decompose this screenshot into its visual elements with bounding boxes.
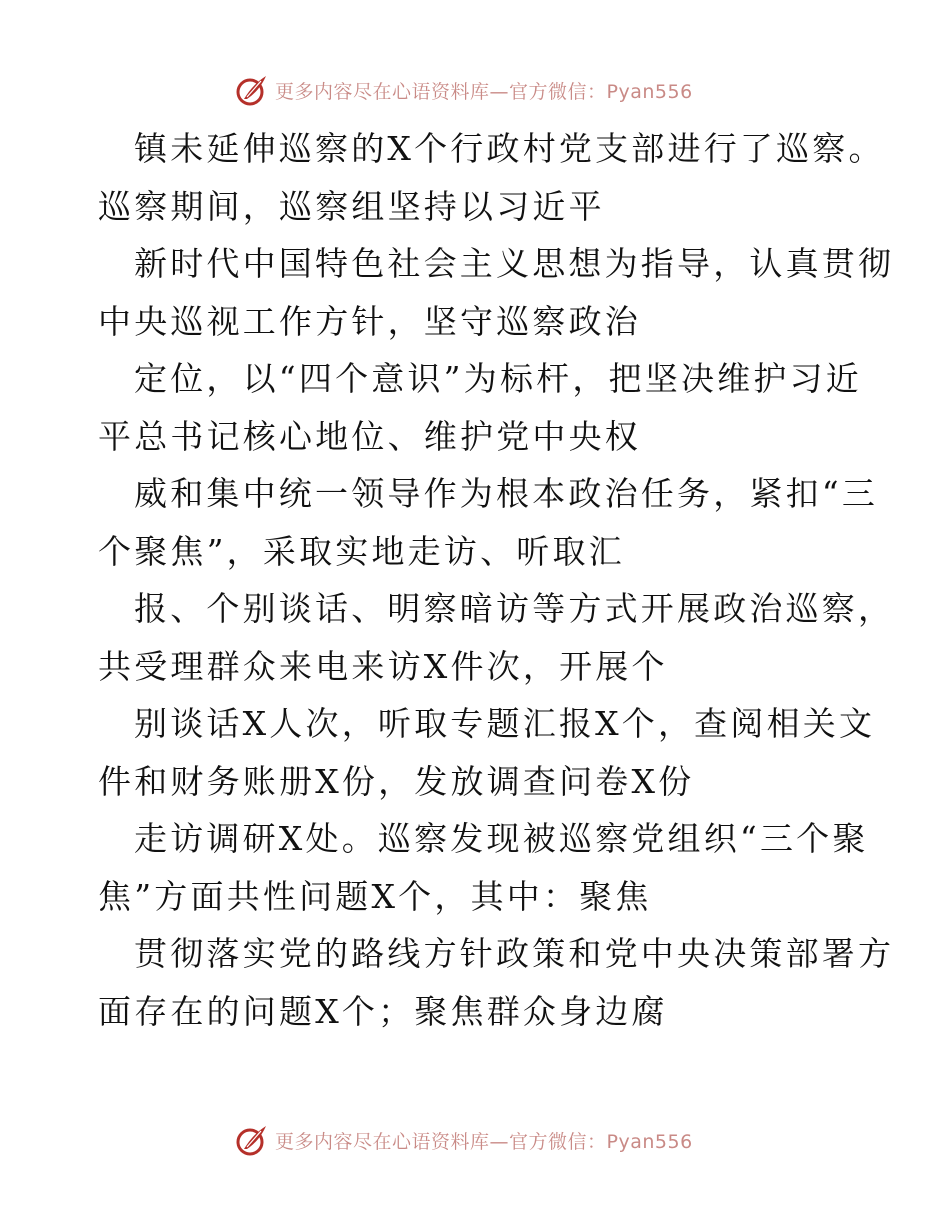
paragraph-line: 平总书记核心地位、维护党中央权	[98, 416, 641, 456]
watermark-text: 更多内容尽在心语资料库—官方微信：Pyan556	[275, 1130, 693, 1153]
body-text	[98, 120, 895, 1040]
quill-logo-icon	[235, 1123, 269, 1157]
header-watermark	[235, 72, 693, 108]
paragraph-8	[98, 925, 895, 1040]
paragraph-line: 走访调研X处。巡察发现被巡察党组织“三个聚	[134, 819, 869, 858]
paragraph-line: 焦”方面共性问题X个，其中：聚焦	[98, 876, 652, 916]
paragraph-line: 个聚焦”，采取实地走访、听取汇	[98, 531, 625, 571]
footer-watermark	[235, 1122, 693, 1158]
paragraph-1	[98, 120, 885, 235]
paragraph-line: 别谈话X人次，听取专题汇报X个，查阅相关文	[134, 704, 876, 743]
paragraph-line: 新时代中国特色社会主义思想为指导，认真贯彻	[134, 244, 895, 283]
paragraph-line: 报、个别谈话、明察暗访等方式开展政治巡察，	[134, 589, 895, 628]
watermark-text: 更多内容尽在心语资料库—官方微信：Pyan556	[275, 80, 693, 103]
quill-logo-icon	[235, 73, 269, 107]
paragraph-line: 镇未延伸巡察的X个行政村党支部进行了巡察。	[134, 129, 885, 168]
paragraph-line: 威和集中统一领导作为根本政治任务，紧扣“三	[134, 474, 879, 513]
paragraph-line: 面存在的问题X个；聚焦群众身边腐	[98, 991, 668, 1031]
paragraph-line: 巡察期间，巡察组坚持以习近平	[98, 186, 605, 226]
paragraph-3	[98, 350, 862, 465]
paragraph-line: 件和财务账册X份，发放调查问卷X份	[98, 761, 695, 801]
paragraph-6	[98, 695, 876, 810]
paragraph-line: 中央巡视工作方针，坚守巡察政治	[98, 301, 641, 341]
paragraph-line: 贯彻落实党的路线方针政策和党中央决策部署方	[134, 934, 895, 973]
paragraph-line: 共受理群众来电来访X件次，开展个	[98, 646, 668, 686]
paragraph-2	[98, 235, 895, 350]
paragraph-7	[98, 810, 869, 925]
paragraph-line: 定位，以“四个意识”为标杆，把坚决维护习近	[134, 359, 862, 398]
paragraph-5	[98, 580, 895, 695]
paragraph-4	[98, 465, 879, 580]
